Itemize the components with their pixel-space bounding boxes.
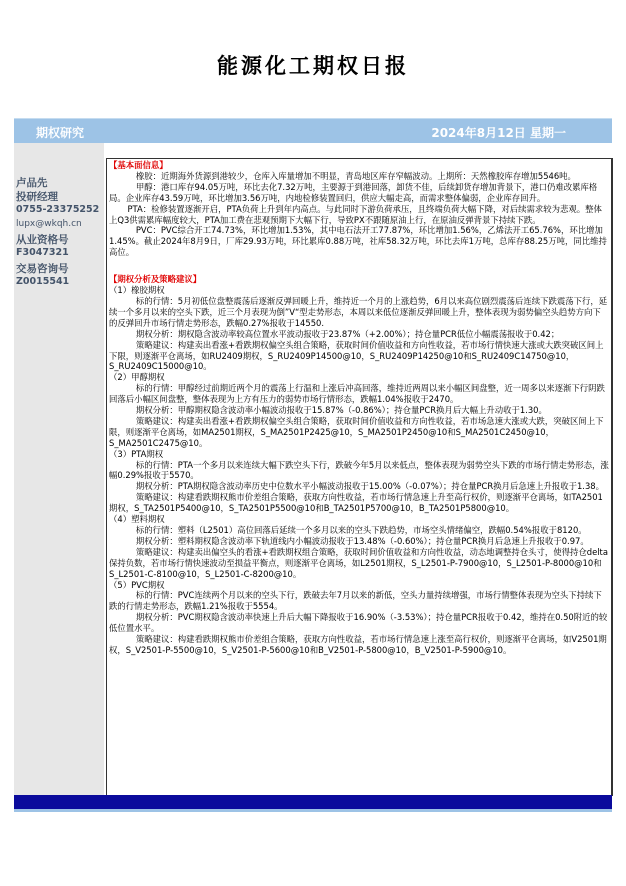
strategy-paragraph: 标的行情：甲醇经过前期近两个月的震荡上行温和上涨后冲高回落，维持近两周以来小幅区间盘整，近一周多以来逐渐下行阴跌回落后小幅区间盘整，整体表现为上方有压力的弱势市场行情形态，跌幅1.04%报收于2470。 — [109, 383, 605, 405]
strategy-subheading: （3）PTA期权 — [109, 448, 164, 459]
strategy-paragraph: 策略建议：构建卖出看涨+看跌期权偏空头组合策略，获取时间价值收益和方向性收益，若市场行情快速大涨或大跌突破区间上下限，则逐渐平仓离场，如RU2409期权，S_RU2409P14500@10，S_RU2409P14250@10和S_RU2409C14750@10，S_RU2409C15000@10。 — [109, 339, 604, 372]
strategy-paragraph: 标的行情：5月初低位盘整震荡后逐渐反弹回暖上升，维持近一个月的上涨趋势，6月以来高位剧烈震荡后连续下跌震荡下行，延续一个多月以来的空头下跌，近三个月表现为倒”V“型走势形态，本周以来低位逐渐反弹回暖上升，整体表现为弱势偏空头趋势方向下的反弹回升市场行情走势形态，跌幅0.27%报收于14550. — [109, 295, 608, 328]
consulting-label: 交易咨询号 — [16, 263, 69, 275]
analyst-title: 投研经理 — [16, 191, 58, 203]
analyst-sidebar — [14, 143, 104, 795]
strategy-paragraph: 期权分析：PTA期权隐含波动率历史中位数水平小幅波动报收于15.00%（-0.07%）；持仓量PCR换月后急速上升报收于1.38。 — [135, 481, 604, 492]
fundamentals-heading: 【基本面信息】 — [109, 160, 168, 170]
analyst-name: 卢品先 — [16, 177, 48, 189]
strategy-paragraph: 标的行情：PTA一个多月以来连续大幅下跌空头下行，跌破今年5月以来低点，整体表现为弱势空头下跌的市场行情走势形态，涨幅0.29%报收于5570。 — [109, 459, 609, 481]
report-date: 2024年8月12日 星期一 — [431, 126, 566, 140]
analyst-phone: 0755-23375252 — [16, 204, 100, 215]
strategy-paragraph: 标的行情：塑料（L2501）高位回落后延续一个多月以来的空头下跌趋势，市场空头情绪偏空，跌幅0.54%报收于8120。 — [135, 525, 587, 535]
strategy-paragraph: 策略建议：构建卖出看涨+看跌期权偏空头组合策略，获取时间价值收益和方向性收益，若市场急速大涨或大跌，突破区间上下限，则逐渐平仓离场，如MA2501期权，S_MA2501P2425@10，S_MA2501P2450@10和S_MA2501C2450@10，S_MA2501C2475@10。 — [109, 415, 604, 448]
strategy-paragraph: 策略建议：构建看跌期权熊市价差组合策略，获取方向性收益，若市场行情急速上升至高行权价，则逐渐平仓离场，如TA2501期权，S_TA2501P5400@10，S_TA2501P5500@10和B_TA2501P5700@10，B_TA2501P5800@10。 — [109, 492, 603, 514]
strategy-paragraph: 期权分析：塑料期权隐含波动率下轨道线内小幅波动报收于13.48%（-0.60%）；持仓量PCR换月后急速上升报收于0.97。 — [135, 535, 589, 546]
strategy-paragraph: 期权分析：PVC期权隐含波动率快速上升后大幅下降报收于16.90%（-3.53%）；持仓量PCR报收于0.42，维持在0.50附近的较低位置水平。 — [109, 612, 608, 634]
strategy-paragraph: 期权分析：甲醇期权隐含波动率小幅波动报收于15.87%（-0.86%）；持仓量PCR换月后大幅上升动收于1.30。 — [135, 405, 547, 416]
qualification-number: F3047321 — [16, 247, 69, 258]
consulting-number: Z0015541 — [16, 276, 70, 287]
strategy-paragraph: 策略建议：构建卖出偏空头的看涨+看跌期权组合策略，获取时间价值收益和方向性收益，动态地调整持仓头寸，使得持仓delta保持负数，若市场行情快速波动至损益平衡点，则逐渐平仓离场，如L2501期权，S_L2501-P-7900@10，S_L2501-P-8000@10和S_L2501-C-8100@10，S_L2501-C-8200@10。 — [109, 546, 608, 579]
strategy-subheading: （2）甲醇期权 — [109, 372, 165, 383]
strategy-paragraph: 期权分析：期权隐含波动率较高位置水平波动报收于23.87%（+2.00%）；持仓量PCR低位小幅震荡报收于0.42； — [135, 328, 560, 339]
section-label: 期权研究 — [36, 126, 85, 140]
report-body — [106, 158, 613, 796]
strategy-subheading: （1）橡胶期权 — [109, 285, 165, 296]
strategy-subheading: （5）PVC期权 — [109, 579, 165, 590]
strategy-paragraph: 策略建议：构建看跌期权熊市价差组合策略，获取方向性收益，若市场行情急速上涨至高行权价，则逐渐平仓离场，如V2501期权，S_V2501-P-5500@10，S_V2501-P-5600@10和B_V2501-P-5800@10，B_V2501-P-5900@10。 — [109, 634, 607, 655]
analyst-email[interactable]: lupx@wkqh.cn — [16, 219, 82, 229]
header-bar — [14, 118, 612, 143]
fundamentals-paragraph: 甲醇：港口库存94.05万吨，环比去化7.32万吨，主要源于到港回落，卸货不佳，后续卸货存增加背景下，港口仍难改累库格局。企业库存43.59万吨，环比增加3.56万吨，内地检修装置回归，供应大幅走高，而需求整体偏弱，企业库存回升。 — [109, 181, 598, 203]
footer-bar — [14, 795, 612, 809]
strategy-list — [109, 285, 609, 656]
fundamentals-paragraph: PTA：检修装置逐渐开启，PTA负荷上升到年内高点。与此同时下游负荷承压，且终端负荷大幅下降，对后续需求较为悲观。整体上Q3供需累库幅度较大，PTA加工费在悲观预期下大幅下行，导致PX不跟随原油上行，在原油反弹背景下持续下跌。 — [109, 203, 602, 225]
strategy-heading: 【期权分析及策略建议】 — [109, 274, 202, 285]
strategy-subheading: （4）塑料期权 — [109, 514, 165, 525]
strategy-paragraph: 标的行情：PVC连续两个月以来的空头下行，跌破去年7月以来的新低，空头力量持续增强，市场行情整体表现为空头下持续下跌的行情走势形态，跌幅1.21%报收于5554。 — [109, 590, 602, 612]
fundamentals-paragraph: 橡胶：近期海外货源到港较少，仓库入库量增加不明显，青岛地区库存窄幅波动。上期所：天然橡胶库存增加5546吨。 — [135, 170, 576, 181]
qualification-label: 从业资格号 — [16, 234, 69, 246]
report-title: 能源化工期权日报 — [217, 54, 409, 78]
footer-stripe — [14, 809, 612, 812]
fundamentals-paragraph: PVC：PVC综合开工74.73%，环比增加1.53%，其中电石法开工77.87%，环比增加1.56%，乙烯法开工65.76%，环比增加1.45%。截止2024年8月9日，厂库29.93万吨，环比累库0.88万吨，社库58.32万吨，环比去库1万吨，总库存88.25万吨，同比维持高位。 — [109, 225, 607, 258]
